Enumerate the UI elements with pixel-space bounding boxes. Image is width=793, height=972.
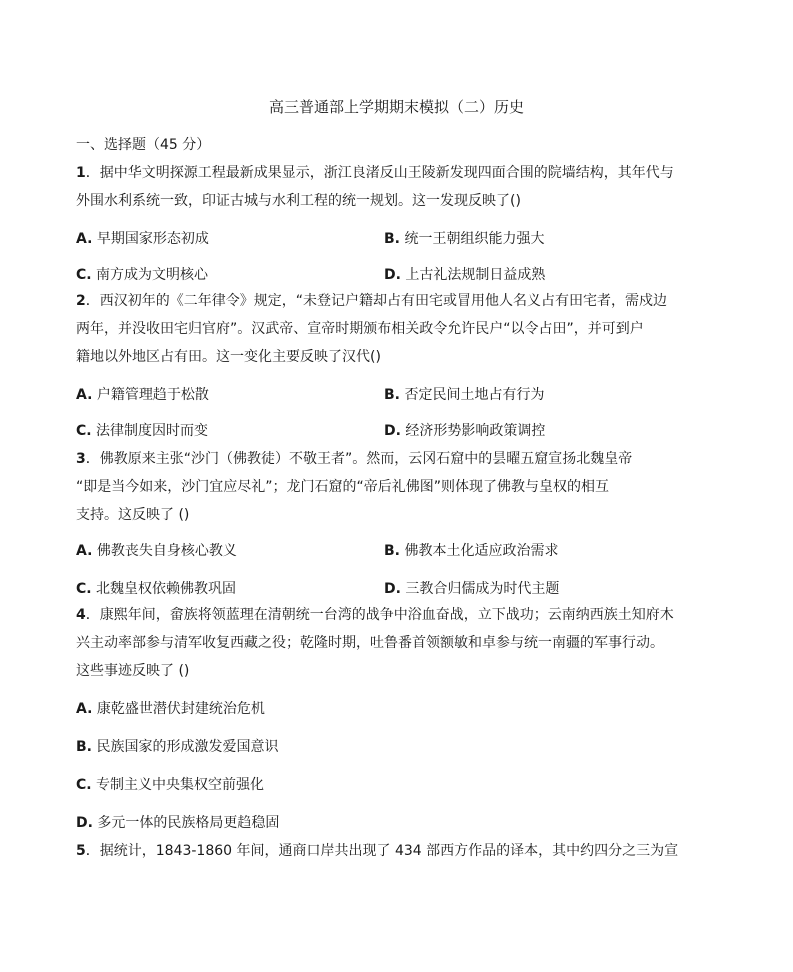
question-4-line-1 xyxy=(76,606,674,624)
question-text: ．佛教原来主张“沙门（佛教徒）不敬王者”。然而，云冈石窟中的昙曜五窟宣扬北魏皇帝 xyxy=(85,451,633,467)
q2-option-b xyxy=(384,386,544,404)
option-text: 北魏皇权依赖佛教巩固 xyxy=(96,581,237,597)
option-letter: A. xyxy=(76,231,93,247)
option-letter: B. xyxy=(76,739,92,755)
option-text: 三教合归儒成为时代主题 xyxy=(405,581,560,597)
option-letter: D. xyxy=(76,815,93,831)
option-text: 佛教丧失自身核心教义 xyxy=(96,543,237,559)
option-letter: C. xyxy=(76,423,92,439)
question-4-line-3: 这些事迹反映了 () xyxy=(76,663,190,679)
question-text: ．据统计，1843-1860 年间，通商口岸共出现了 434 部西方作品的译本，其中约四分之三为宣 xyxy=(85,843,679,859)
question-number: 5 xyxy=(76,843,86,859)
question-2-line-1 xyxy=(76,292,667,310)
option-text: 康乾盛世潜伏封建统治危机 xyxy=(96,701,265,717)
question-number: 1 xyxy=(76,165,86,181)
option-text: 南方成为文明核心 xyxy=(96,267,209,283)
question-4-line-2: 兴主动率部参与清军收复西藏之役；乾隆时期，吐鲁番首领额敏和卓参与统一南疆的军事行动。 xyxy=(76,635,664,651)
option-text: 早期国家形态初成 xyxy=(96,231,209,247)
question-number: 4 xyxy=(76,607,86,623)
option-letter: B. xyxy=(384,387,400,403)
option-letter: C. xyxy=(76,581,92,597)
q3-option-b xyxy=(384,542,558,560)
option-letter: C. xyxy=(76,267,92,283)
question-text: ．康熙年间，畲族将领蓝理在清朝统一台湾的战争中浴血奋战，立下战功；云南纳西族土知府木 xyxy=(85,607,674,623)
q1-option-c xyxy=(76,266,208,284)
section-heading: 一、选择题（45 分） xyxy=(76,137,211,153)
question-text: ．据中华文明探源工程最新成果显示，浙江良渚反山王陵新发现四面合围的院墙结构，其年代与 xyxy=(85,165,674,181)
q4-option-d xyxy=(76,814,279,832)
option-letter: C. xyxy=(76,777,92,793)
q3-option-c xyxy=(76,580,236,598)
question-2-line-3: 籍地以外地区占有田。这一变化主要反映了汉代() xyxy=(76,349,381,365)
option-letter: D. xyxy=(384,581,401,597)
question-3-line-2: “即是当今如来，沙门宜应尽礼”；龙门石窟的“帝后礼佛图”则体现了佛教与皇权的相互 xyxy=(76,479,610,495)
question-2-line-2: 两年，并没收田宅归官府”。汉武帝、宣帝时期颁布相关政令允许民户“以令占田”，并可到户 xyxy=(76,321,644,337)
question-3-line-1 xyxy=(76,450,632,468)
q4-option-a xyxy=(76,700,265,718)
q1-option-a xyxy=(76,230,209,248)
option-letter: D. xyxy=(384,423,401,439)
page-title: 高三普通部上学期期末模拟（二）历史 xyxy=(268,98,524,116)
question-5-line-1 xyxy=(76,842,678,860)
option-letter: D. xyxy=(384,267,401,283)
option-text: 经济形势影响政策调控 xyxy=(405,423,546,439)
option-text: 多元一体的民族格局更趋稳固 xyxy=(97,815,280,831)
option-text: 否定民间土地占有行为 xyxy=(404,387,545,403)
question-text: ．西汉初年的《二年律令》规定，“未登记户籍却占有田宅或冒用他人名义占有田宅者，需戍边 xyxy=(85,293,668,309)
option-text: 户籍管理趋于松散 xyxy=(96,387,209,403)
question-3-line-3: 支持。这反映了 () xyxy=(76,507,190,523)
option-letter: A. xyxy=(76,701,93,717)
option-text: 佛教本土化适应政治需求 xyxy=(404,543,559,559)
q3-option-d xyxy=(384,580,559,598)
q2-option-a xyxy=(76,386,209,404)
option-letter: A. xyxy=(76,387,93,403)
q3-option-a xyxy=(76,542,237,560)
question-1-line-1 xyxy=(76,164,674,182)
option-text: 民族国家的形成激发爱国意识 xyxy=(96,739,279,755)
option-letter: B. xyxy=(384,231,400,247)
q4-option-b xyxy=(76,738,278,756)
option-text: 统一王朝组织能力强大 xyxy=(404,231,545,247)
q1-option-d xyxy=(384,266,545,284)
q1-option-b xyxy=(384,230,544,248)
option-letter: B. xyxy=(384,543,400,559)
q2-option-c xyxy=(76,422,208,440)
question-number: 2 xyxy=(76,293,86,309)
question-1-line-2: 外围水利系统一致，印证古城与水利工程的统一规划。这一发现反映了() xyxy=(76,193,521,209)
option-text: 专制主义中央集权空前强化 xyxy=(96,777,265,793)
option-letter: A. xyxy=(76,543,93,559)
option-text: 上古礼法规制日益成熟 xyxy=(405,267,546,283)
q2-option-d xyxy=(384,422,545,440)
q4-option-c xyxy=(76,776,264,794)
question-number: 3 xyxy=(76,451,86,467)
option-text: 法律制度因时而变 xyxy=(96,423,209,439)
